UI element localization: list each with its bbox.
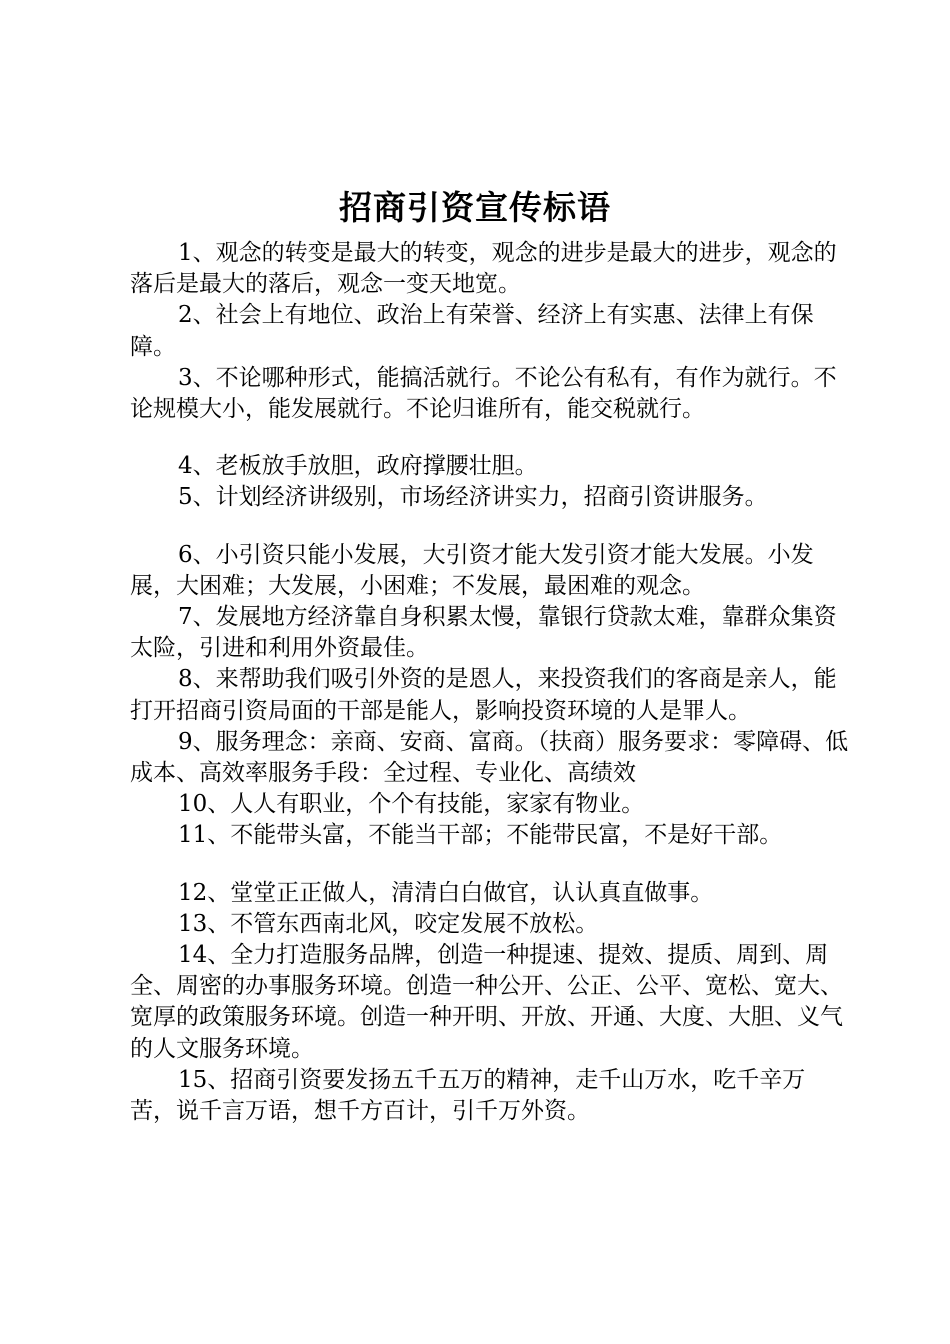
slogan-6: 6、小引资只能小发展，大引资才能大发引资才能大发展。小发展，大困难；大发展，小困难；不发展，最困难的观念。 [130,541,814,599]
slogan-10: 10、人人有职业，个个有技能，家家有物业。 [178,791,645,818]
paragraph-gap [130,852,850,878]
slogan-3: 3、不论哪种形式，能搞活就行。不论公有私有，有作为就行。不论规模大小，能发展就行。不论归谁所有，能交税就行。 [130,364,837,423]
slogan-12: 12、堂堂正正做人，清清白白做官，认认真直做事。 [178,879,714,906]
slogan-15: 15、招商引资要发扬五千五万的精神，走千山万水，吃千辛万苦，说千言万语，想千方百计，引千万外资。 [130,1066,806,1125]
slogan-2: 2、社会上有地位、政治上有荣誉、经济上有实惠、法律上有保障。 [130,302,814,360]
document-title: 招商引资宣传标语 [339,188,611,227]
slogan-5: 5、计划经济讲级别，市场经济讲实力，招商引资讲服务。 [178,484,768,511]
slogan-11: 11、不能带头富，不能当干部；不能带民富，不是好干部。 [178,822,783,849]
slogan-13: 13、不管东西南北风，咬定发展不放松。 [178,910,599,937]
document-body [130,238,850,1127]
slogan-1: 1、观念的转变是最大的转变，观念的进步是最大的进步，观念的落后是最大的落后，观念一变天地宽。 [130,240,837,298]
slogan-9: 9、服务理念：亲商、安商、富商。（扶商）服务要求：零障碍、低成本、高效率服务手段：全过程、专业化、高绩效 [130,728,849,787]
slogan-14: 14、全力打造服务品牌，创造一种提速、提效、提质、周到、周全、周密的办事服务环境。创造一种公开、公正、公平、宽松、宽大、宽厚的政策服务环境。创造一种开明、开放、开通、大度、大胆、义气的人文服务环境。 [130,942,843,1062]
slogan-8: 8、来帮助我们吸引外资的是恩人，来投资我们的客商是亲人，能打开招商引资局面的干部是能人，影响投资环境的人是罪人。 [130,666,837,724]
paragraph-gap [130,514,850,540]
paragraph-gap [130,425,850,451]
slogan-7: 7、发展地方经济靠自身积累太慢，靠银行贷款太难，靠群众集资太险，引进和利用外资最佳。 [130,604,837,662]
slogan-4: 4、老板放手放胆，政府撑腰壮胆。 [178,453,538,480]
